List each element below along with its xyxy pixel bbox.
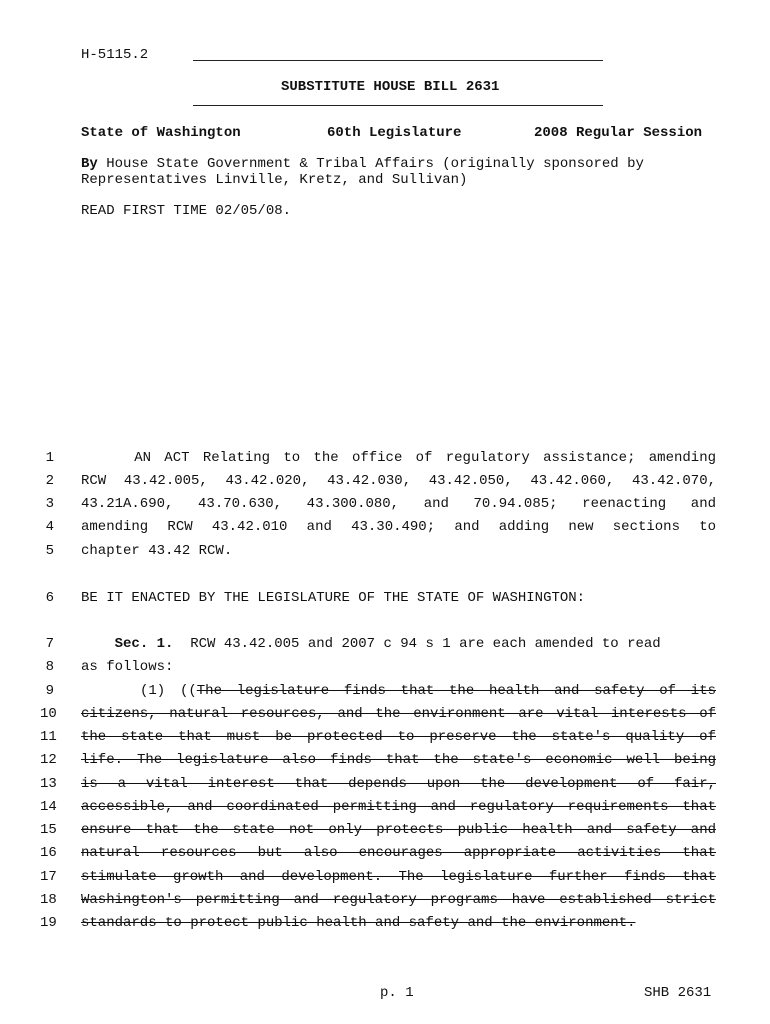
line-number: 19: [40, 915, 57, 931]
line-number: 17: [40, 869, 57, 885]
bill-text-line: [81, 799, 716, 815]
struck-text: natural resources but also encourages appropriate activities that: [81, 845, 716, 861]
line-number: 16: [40, 845, 57, 861]
line-number: 6: [45, 590, 54, 606]
bill-text-line: [81, 636, 716, 652]
page-number: p. 1: [380, 985, 414, 1001]
struck-text: citizens, natural resources, and the environment are vital interests of: [81, 706, 716, 722]
bill-text-line: [81, 683, 716, 699]
bill-text-line: [81, 473, 716, 489]
line-number: 4: [45, 519, 54, 535]
sponsors-text: House State Government & Tribal Affairs (originally sponsored by Representatives Linville, Kretz, and Sullivan): [81, 156, 644, 188]
bill-text-line: [81, 496, 716, 512]
line-text: 43.21A.690, 43.70.630, 43.300.080, and 70.94.085; reenacting and: [81, 496, 716, 512]
struck-text: the state that must be protected to preserve the state's quality of: [81, 729, 716, 745]
header-rule-top: [193, 60, 603, 61]
struck-text: life. The legislature also finds that the state's economic well being: [81, 752, 716, 768]
bill-text-line: [81, 822, 716, 838]
line-text: as follows:: [81, 659, 174, 675]
bill-short-name: SHB 2631: [644, 985, 712, 1001]
bill-text-line: [81, 519, 716, 535]
subsection-prefix: (1) ((: [81, 683, 197, 699]
read-first-time: READ FIRST TIME 02/05/08.: [81, 203, 292, 219]
bill-text-line: [81, 752, 716, 768]
line-number: 15: [40, 822, 57, 838]
struck-text: ensure that the state not only protects public health and safety and: [81, 822, 716, 838]
struck-text: stimulate growth and development. The legislature further finds that: [81, 869, 716, 885]
line-number: 14: [40, 799, 57, 815]
bill-text-line: [81, 915, 716, 931]
bill-text-line: [81, 892, 716, 908]
struck-text: standards to protect public health and safety and the environment.: [81, 915, 636, 931]
struck-text: is a vital interest that depends upon the development of fair,: [81, 776, 716, 792]
session-label: 2008 Regular Session: [534, 125, 703, 141]
state-label: State of Washington: [81, 125, 241, 141]
section-label: Sec. 1.: [114, 636, 174, 652]
bill-title: SUBSTITUTE HOUSE BILL 2631: [281, 79, 500, 95]
bill-text-line: [81, 776, 716, 792]
line-number: 1: [45, 450, 54, 466]
bill-text-line: [81, 543, 716, 559]
line-text: RCW 43.42.005 and 2007 c 94 s 1 are each amended to read: [173, 636, 661, 652]
line-number: 7: [45, 636, 54, 652]
header-rule-bottom: [193, 105, 603, 106]
bill-text-line: [81, 869, 716, 885]
line-number: 2: [45, 473, 54, 489]
line-number: 8: [45, 659, 54, 675]
line-text: chapter 43.42 RCW.: [81, 543, 233, 559]
line-number: 11: [40, 729, 57, 745]
struck-text: accessible, and coordinated permitting and regulatory requirements that: [81, 799, 716, 815]
line-text: amending RCW 43.42.010 and 43.30.490; and adding new sections to: [81, 519, 716, 535]
bill-text-line: [81, 706, 716, 722]
line-number: 13: [40, 776, 57, 792]
bill-text-line: [81, 845, 716, 861]
line-text: AN ACT Relating to the office of regulatory assistance; amending: [81, 450, 716, 466]
by-label: By: [81, 156, 98, 172]
bill-text-line: [81, 450, 716, 466]
legislature-label: 60th Legislature: [327, 125, 462, 141]
document-id: H-5115.2: [81, 47, 149, 63]
struck-text: The legislature finds that the health and safety of its: [196, 683, 717, 699]
line-text: BE IT ENACTED BY THE LEGISLATURE OF THE STATE OF WASHINGTON:: [81, 590, 586, 606]
bill-text-line: [81, 590, 716, 606]
line-number: 10: [40, 706, 57, 722]
line-text: RCW 43.42.005, 43.42.020, 43.42.030, 43.42.050, 43.42.060, 43.42.070,: [81, 473, 716, 489]
line-number: 18: [40, 892, 57, 908]
line-number: 9: [45, 683, 54, 699]
line-number: 5: [45, 543, 54, 559]
struck-text: Washington's permitting and regulatory programs have established strict: [81, 892, 716, 908]
line-number: 12: [40, 752, 57, 768]
bill-text-line: [81, 729, 716, 745]
bill-text-line: [81, 659, 716, 675]
line-number: 3: [45, 496, 54, 512]
sponsors-block: [81, 156, 716, 188]
